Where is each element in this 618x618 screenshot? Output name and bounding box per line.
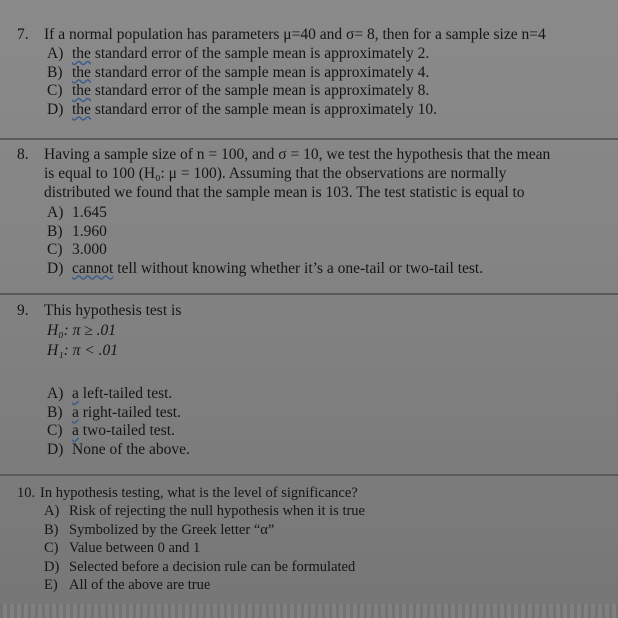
option-list	[47, 385, 190, 459]
option-a[interactable]: A) Risk of rejecting the null hypothesis when it is true	[44, 503, 365, 519]
question-number: 8.	[17, 146, 29, 163]
option-c[interactable]: C) the standard error of the sample mean is approximately 8.	[47, 82, 430, 99]
option-b[interactable]: B) 1.960	[47, 222, 107, 240]
alternative-hypothesis: H₁: π < .01	[47, 342, 118, 359]
question-divider	[0, 474, 618, 476]
option-a[interactable]: A) a left-tailed test.	[47, 385, 173, 402]
option-c[interactable]: C) a two-tailed test.	[47, 422, 175, 439]
option-e[interactable]: E) All of the above are true	[44, 577, 211, 593]
option-list	[47, 45, 437, 119]
option-d[interactable]: D) the standard error of the sample mean is approximately 10.	[47, 100, 437, 118]
question-number: 7.	[17, 26, 29, 43]
question-text: If a normal population has parameters μ=40 and σ= 8, then for a sample size n=4	[44, 26, 546, 43]
option-b[interactable]: B) Symbolized by the Greek letter “α”	[44, 521, 275, 538]
option-d[interactable]: D) cannot tell without knowing whether it’s a one-tail or two-tail test.	[47, 259, 484, 277]
question-text: In hypothesis testing, what is the level of significance?	[40, 485, 358, 501]
question-number: 10.	[17, 485, 36, 501]
question-text: This hypothesis test is	[44, 302, 182, 319]
page-edge-texture	[0, 604, 618, 618]
question-divider	[0, 293, 618, 295]
option-b[interactable]: B) a right-tailed test.	[47, 403, 181, 421]
option-d[interactable]: D) Selected before a decision rule can be formulated	[44, 558, 356, 575]
question-text-line-1: Having a sample size of n = 100, and σ = 10, we test the hypothesis that the mean	[44, 146, 551, 163]
null-hypothesis: H₀: π ≥ .01	[47, 322, 117, 339]
question-divider	[0, 138, 618, 140]
question-text-line-2: is equal to 100 (H₀: μ = 100). Assuming that the observations are normally	[44, 165, 507, 182]
option-list	[47, 204, 483, 278]
question-text-line-3: distributed we found that the sample mean is 103. The test statistic is equal to	[44, 184, 525, 201]
question-number: 9.	[17, 302, 29, 319]
option-b[interactable]: B) the standard error of the sample mean is approximately 4.	[47, 63, 430, 81]
option-c[interactable]: C) 3.000	[47, 241, 107, 258]
option-c[interactable]: C) Value between 0 and 1	[44, 540, 201, 556]
option-a[interactable]: A) the standard error of the sample mean is approximately 2.	[47, 45, 430, 62]
option-list	[44, 502, 365, 595]
option-d[interactable]: D) None of the above.	[47, 440, 190, 458]
option-a[interactable]: A) 1.645	[47, 204, 107, 221]
